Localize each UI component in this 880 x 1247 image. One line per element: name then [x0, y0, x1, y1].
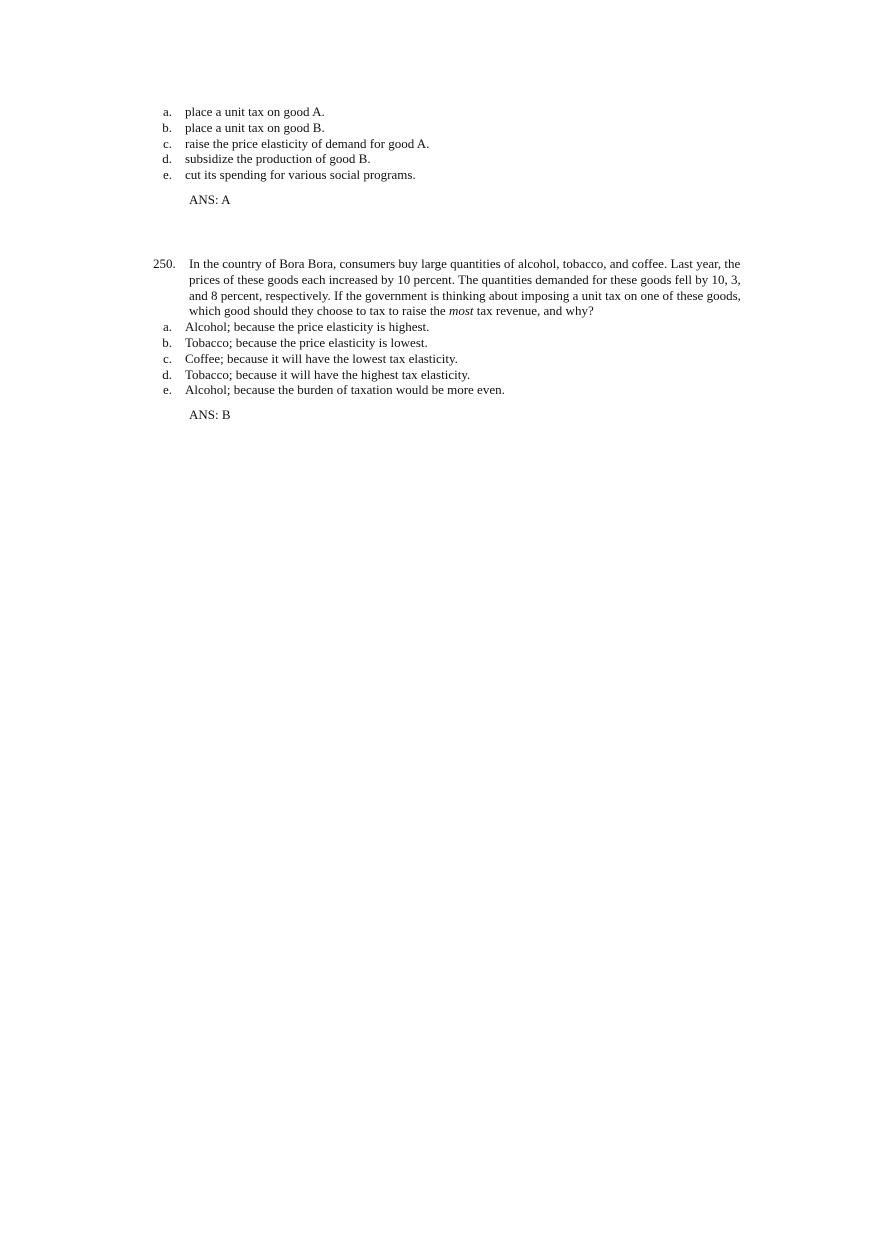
choice-text: Alcohol; because the burden of taxation would be more even. — [185, 382, 505, 398]
choice-item — [150, 136, 760, 152]
choice-item — [150, 319, 760, 335]
choice-item — [150, 151, 760, 167]
choice-text: place a unit tax on good A. — [185, 104, 325, 119]
choice-letter: d. — [162, 366, 172, 382]
choice-item — [150, 382, 760, 398]
choice-item — [150, 367, 760, 383]
choice-text: Tobacco; because it will have the highest tax elasticity. — [185, 366, 471, 382]
choice-item — [150, 167, 760, 183]
question-250-block — [150, 256, 760, 423]
choice-item — [150, 351, 760, 367]
choice-letter: e. — [162, 167, 172, 183]
choice-letter: c. — [162, 135, 172, 151]
choice-text: raise the price elasticity of demand for good A. — [185, 135, 430, 151]
choice-text: Alcohol; because the price elasticity is highest. — [185, 319, 430, 335]
question-number: 250. — [153, 256, 176, 271]
prev-question-choices — [150, 104, 760, 183]
prev-question-block — [150, 104, 760, 208]
choice-item — [150, 104, 760, 120]
choice-letter: a. — [162, 319, 172, 335]
choice-letter: c. — [162, 350, 172, 366]
choice-letter: a. — [162, 104, 172, 119]
choice-item — [150, 120, 760, 136]
question-250-choices — [150, 319, 760, 398]
answer-line: ANS: B — [189, 407, 231, 423]
question-row — [150, 256, 760, 319]
choice-letter: d. — [162, 151, 172, 167]
choice-letter: b. — [162, 119, 172, 135]
choice-text: Tobacco; because the price elasticity is lowest. — [185, 334, 428, 350]
choice-letter: e. — [162, 382, 172, 398]
stem-text-part: tax revenue, and why? — [473, 303, 594, 319]
stem-emphasis: most — [448, 303, 474, 319]
choice-text: place a unit tax on good B. — [185, 119, 325, 135]
choice-item — [150, 335, 760, 351]
question-stem — [189, 256, 760, 319]
choice-text: cut its spending for various social programs. — [185, 167, 416, 183]
choice-text: Coffee; because it will have the lowest tax elasticity. — [185, 350, 458, 366]
choice-letter: b. — [162, 334, 172, 350]
choice-text: subsidize the production of good B. — [185, 151, 371, 167]
answer-line: ANS: A — [189, 191, 231, 207]
stem-text-part: In the country of Bora Bora, consumers buy large quantities of alcohol, tobacco, and coffee. Last year, the prices of these goods each increased by 10 percent. The quantities demanded for these goods fell by 10, 3, and 8 percent, respectively. If the government is thinking about imposing a unit tax on one of these goods, which good should they choose to tax to raise the — [189, 256, 741, 319]
